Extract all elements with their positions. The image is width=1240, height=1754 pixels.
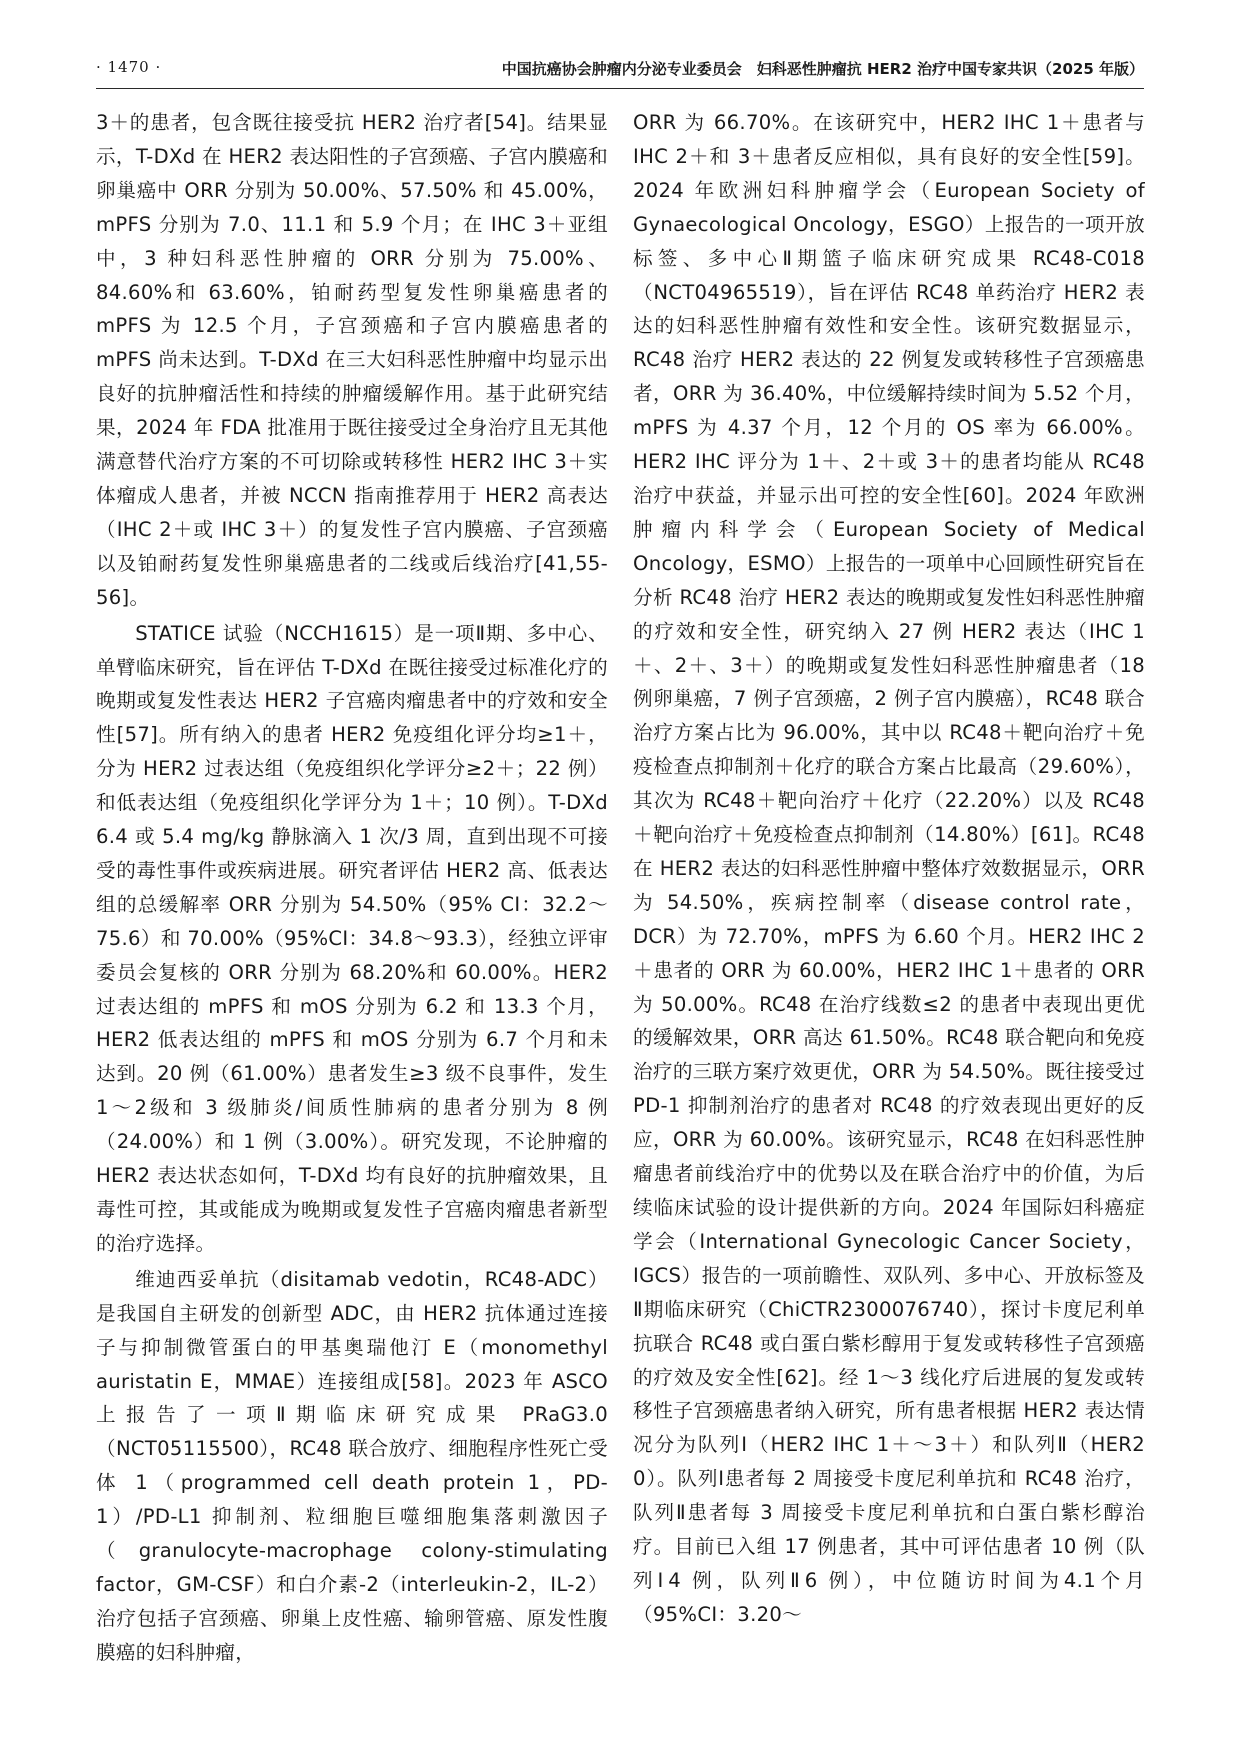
body-paragraph: ORR 为 66.70%。在该研究中，HER2 IHC 1＋患者与 IHC 2＋和 3＋患者反应相似，具有良好的安全性[59]。2024 年欧洲妇科肿瘤学会（European Society of Gynaecological Oncology，ESGO）上报告的一项开放标签、多中心Ⅱ期篮子临床研究成果 RC48-C018（NCT04965519），旨在评估 RC48 单药治疗 HER2 表达的妇科恶性肿瘤有效性和安全性。该研究数据显示，RC48 治疗 HER2 表达的 22 例复发或转移性子宫颈癌患者，ORR 为 36.40%，中位缓解持续时间为 5.52 个月，mPFS 为 4.37 个月，12 个月的 OS 率为 66.00%。HER2 IHC 评分为 1＋、2＋或 3＋的患者均能从 RC48 治疗中获益，并显示出可控的安全性[60]。2024 年欧洲肿瘤内科学会（European Society of Medical Oncology，ESMO）上报告的一项单中心回顾性研究旨在分析 RC48 治疗 HER2 表达的晚期或复发性妇科恶性肿瘤的疗效和安全性，研究纳入 27 例 HER2 表达（IHC 1＋、2＋、3＋）的晚期或复发性妇科恶性肿瘤患者（18 例卵巢癌，7 例子宫颈癌，2 例子宫内膜癌），RC48 联合治疗方案占比为 96.00%，其中以 RC48＋靶向治疗＋免疫检查点抑制剂＋化疗的联合方案占比最高（29.60%），其次为 RC48＋靶向治疗＋化疗（22.20%）以及 RC48＋靶向治疗＋免疫检查点抑制剂（14.80%）[61]。RC48 在 HER2 表达的妇科恶性肿瘤中整体疗效数据显示，ORR 为 54.50%，疾病控制率（disease control rate，DCR）为 72.70%，mPFS 为 6.60 个月。HER2 IHC 2＋患者的 ORR 为 60.00%，HER2 IHC 1＋患者的 ORR 为 50.00%。RC48 在治疗线数≤2 的患者中表现出更优的缓解效果，ORR 高达 61.50%。RC48 联合靶向和免疫治疗的三联方案疗效更优，ORR 为 54.50%。既往接受过 PD-1 抑制剂治疗的患者对 RC48 的疗效表现出更好的反应，ORR 为 60.00%。该研究显示，RC48 在妇科恶性肿瘤患者前线治疗中的优势以及在联合治疗中的价值，为后续临床试验的设计提供新的方向。2024 年国际妇科癌症学会（International Gynecologic Cancer Society，IGCS）报告的一项前瞻性、双队列、多中心、开放标签及Ⅱ期临床研究（ChiCTR2300076740），探讨卡度尼利单抗联合 RC48 或白蛋白紫杉醇用于复发或转移性子宫颈癌的疗效及安全性[62]。经 1～3 线化疗后进展的复发或转移性子宫颈癌患者纳入研究，所有患者根据 HER2 表达情况分为队列Ⅰ（HER2 IHC 1＋～3＋）和队列Ⅱ（HER2 0）。队列Ⅰ患者每 2 周接受卡度尼利单抗和 RC48 治疗，队列Ⅱ患者每 3 周接受卡度尼利单抗和白蛋白紫杉醇治疗。目前已入组 17 例患者，其中可评估患者 10 例（队列Ⅰ4 例，队列Ⅱ6 例），中位随访时间为4.1个月（95%CI：3.20～ bbox=[633, 111, 1145, 1626]
body-paragraph: 3＋的患者，包含既往接受抗 HER2 治疗者[54]。结果显示，T-DXd 在 HER2 表达阳性的子宫颈癌、子宫内膜癌和卵巢癌中 ORR 分别为 50.00%、57.50% 和 45.00%，mPFS 分别为 7.0、11.1 和 5.9 个月；在 IHC 3＋亚组中，3 种妇科恶性肿瘤的 ORR 分别为 75.00%、84.60%和 63.60%，铂耐药型复发性卵巢癌患者的 mPFS 为 12.5 个月，子宫颈癌和子宫内膜癌患者的 mPFS 尚未达到。T-DXd 在三大妇科恶性肿瘤中均显示出良好的抗肿瘤活性和持续的肿瘤缓解作用。基于此研究结果，2024 年 FDA 批准用于既往接受过全身治疗且无其他满意替代治疗方案的不可切除或转移性 HER2 IHC 3＋实体瘤成人患者，并被 NCCN 指南推荐用于 HER2 高表达（IHC 2＋或 IHC 3＋）的复发性子宫内膜癌、子宫颈癌以及铂耐药复发性卵巢癌患者的二线或后线治疗[41,55-56]。 bbox=[96, 111, 608, 609]
right-column bbox=[633, 106, 1145, 1696]
body-paragraph: STATICE 试验（NCCH1615）是一项Ⅱ期、多中心、单臂临床研究，旨在评估 T-DXd 在既往接受过标准化疗的晚期或复发性表达 HER2 子宫癌肉瘤患者中的疗效和安全性[57]。所有纳入的患者 HER2 免疫组化评分均≥1＋，分为 HER2 过表达组（免疫组织化学评分≥2＋；22 例）和低表达组（免疫组织化学评分为 1＋；10 例）。T-DXd 6.4 或 5.4 mg/kg 静脉滴入 1 次/3 周，直到出现不可接受的毒性事件或疾病进展。研究者评估 HER2 高、低表达组的总缓解率 ORR 分别为 54.50%（95% CI：32.2～75.6）和 70.00%（95%CI：34.8～93.3），经独立评审委员会复核的 ORR 分别为 68.20%和 60.00%。HER2 过表达组的 mPFS 和 mOS 分别为 6.2 和 13.3 个月，HER2 低表达组的 mPFS 和 mOS 分别为 6.7 个月和未达到。20 例（61.00%）患者发生≥3 级不良事件，发生1～2级和 3 级肺炎/间质性肺病的患者分别为 8 例（24.00%）和 1 例（3.00%）。研究发现，不论肿瘤的 HER2 表达状态如何，T-DXd 均有良好的抗肿瘤效果，且毒性可控，其或能成为晚期或复发性子宫癌肉瘤患者新型的治疗选择。 bbox=[96, 621, 608, 1255]
running-title: 中国抗癌协会肿瘤内分泌专业委员会 妇科恶性肿瘤抗 HER2 治疗中国专家共识（2025 年版） bbox=[501, 60, 1144, 78]
body-paragraph: 维迪西妥单抗（disitamab vedotin，RC48-ADC）是我国自主研发的创新型 ADC，由 HER2 抗体通过连接子与抑制微管蛋白的甲基奥瑞他汀 E（monomethyl auristatin E，MMAE）连接组成[58]。2023 年 ASCO 上报告了一项Ⅱ期临床研究成果 PRaG3.0（NCT05115500），RC48 联合放疗、细胞程序性死亡受体 1（programmed cell death protein 1，PD-1）/PD-L1 抑制剂、粒细胞巨噬细胞集落刺激因子（granulocyte-macrophage colony-stimulating factor，GM-CSF）和白介素-2（interleukin-2，IL-2）治疗包括子宫颈癌、卵巢上皮性癌、输卵管癌、原发性腹膜癌的妇科肿瘤， bbox=[96, 1267, 608, 1664]
page-number: · 1470 · bbox=[96, 58, 162, 76]
left-column bbox=[96, 106, 608, 1696]
running-header bbox=[96, 58, 1144, 89]
